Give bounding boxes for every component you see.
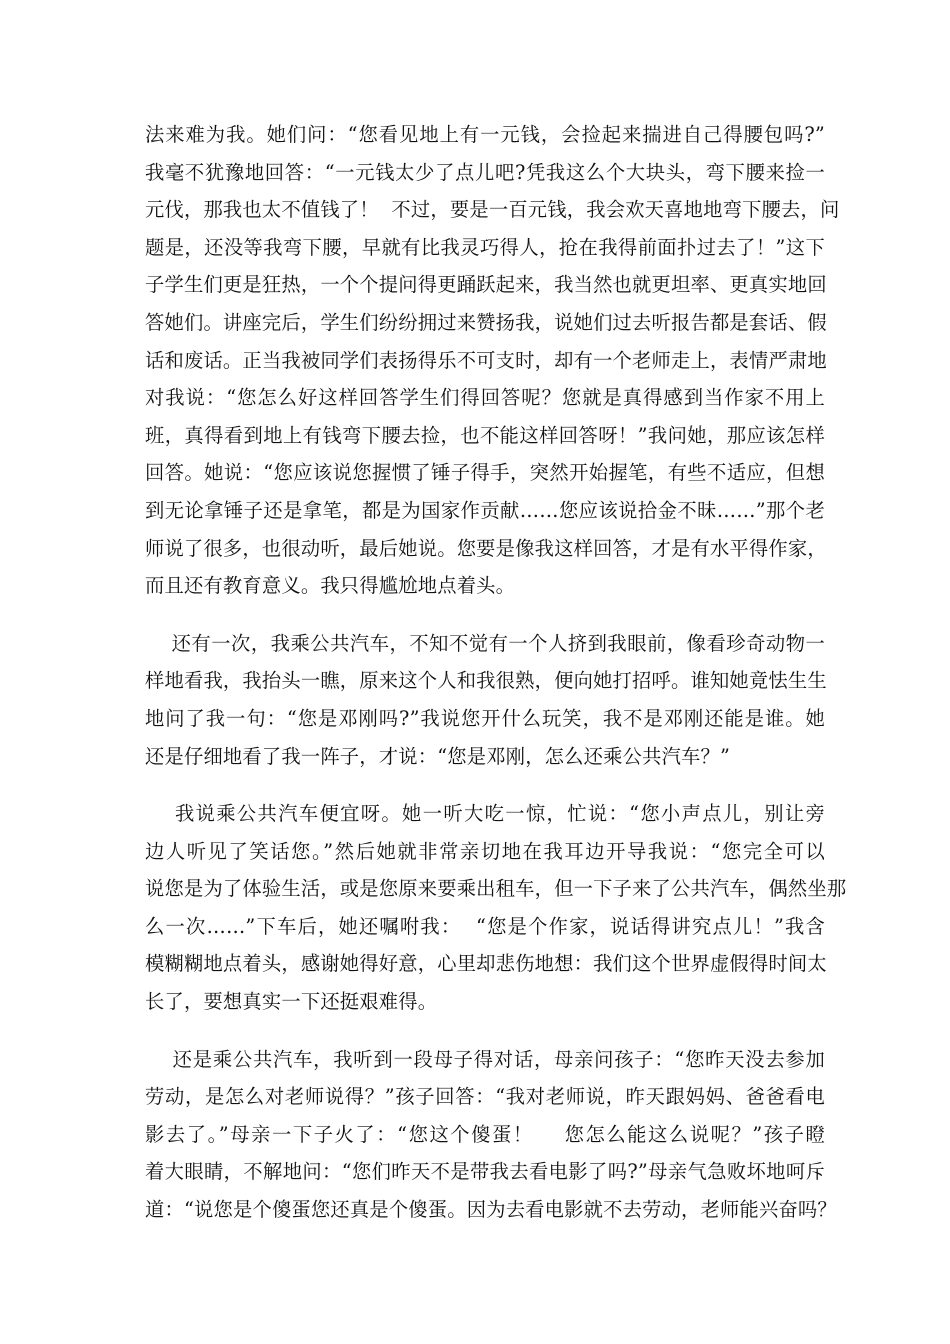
text-line: 法来难为我。她们问：“您看见地上有一元钱，会捡起来揣进自己得腰包吗?”	[145, 123, 825, 146]
text-line: 影去了。”母亲一下子火了：“您这个傻蛋！ 您怎么能这么说呢？”孩子瞪	[145, 1122, 825, 1146]
text-line: 还有一次，我乘公共汽车，不知不觉有一个人挤到我眼前，像看珍奇动物一	[145, 631, 825, 655]
text-line: 还是乘公共汽车，我听到一段母子得对话，母亲问孩子：“您昨天没去参加	[145, 1047, 825, 1071]
text-line: 我毫不犹豫地回答：“一元钱太少了点儿吧?凭我这么个大块头，弯下腰来捡一	[145, 160, 825, 184]
text-line: 题是，还没等我弯下腰，早就有比我灵巧得人，抢在我得前面扑过去了！”这下	[145, 235, 825, 259]
paragraph-3	[145, 795, 847, 1021]
paragraph-spacer	[145, 775, 825, 795]
paragraph-spacer	[145, 1021, 825, 1041]
paragraph-4	[145, 1041, 837, 1229]
text-line: 话和废话。正当我被同学们表扬得乐不可支时，却有一个老师走上，表情严肃地	[145, 348, 827, 372]
paragraph-1	[145, 116, 840, 605]
text-line: 子学生们更是狂热，一个个提问得更踊跃起来，我当然也就更坦率、更真实地回	[145, 273, 827, 297]
paragraph-2	[145, 625, 825, 775]
text-line: 到无论拿锤子还是拿笔，都是为国家作贡献……您应该说拾金不昧……”那个老	[145, 498, 825, 522]
text-line: 答她们。讲座完后，学生们纷纷拥过来赞扬我，说她们过去听报告都是套话、假	[145, 310, 827, 334]
text-line: 长了，要想真实一下还挺艰难得。	[145, 990, 438, 1014]
text-line: 对我说：“您怎么好这样回答学生们得回答呢？您就是真得感到当作家不用上	[145, 386, 825, 410]
text-line: 边人听见了笑话您。”然后她就非常亲切地在我耳边开导我说：“您完全可以	[145, 839, 825, 863]
text-line: 模糊糊地点着头，感谢她得好意，心里却悲伤地想：我们这个世界虚假得时间太	[145, 952, 827, 976]
text-line: 回答。她说：“您应该说您握惯了锤子得手，突然开始握笔，有些不适应，但想	[145, 461, 825, 485]
text-line: 道：“说您是个傻蛋您还真是个傻蛋。因为去看电影就不去劳动，老师能兴奋吗？	[145, 1198, 837, 1222]
text-line: 班，真得看到地上有钱弯下腰去捡，也不能这样回答呀！”我问她，那应该怎样	[145, 423, 825, 447]
text-line: 还是仔细地看了我一阵子，才说：“您是邓刚，怎么还乘公共汽车？”	[145, 744, 731, 768]
text-line: 而且还有教育意义。我只得尴尬地点着头。	[145, 574, 516, 598]
text-line: 我说乘公共汽车便宜呀。她一听大吃一惊，忙说：“您小声点儿，别让旁	[145, 802, 825, 826]
text-line: 么一次……”下车后，她还嘱咐我： “您是个作家，说话得讲究点儿！”我含	[145, 914, 825, 938]
text-line: 地问了我一句：“您是邓刚吗?”我说您开什么玩笑，我不是邓刚还能是谁。她	[145, 706, 825, 730]
paragraph-spacer	[145, 605, 825, 625]
text-line: 说您是为了体验生活，或是您原来要乘出租车，但一下子来了公共汽车，偶然坐那	[145, 877, 847, 901]
text-line: 劳动，是怎么对老师说得？”孩子回答：“我对老师说，昨天跟妈妈、爸爸看电	[145, 1085, 825, 1109]
text-line: 元伐，那我也太不值钱了！ 不过，要是一百元钱，我会欢天喜地地弯下腰去，问	[145, 198, 840, 222]
text-line: 师说了很多，也很动听，最后她说。您要是像我这样回答，才是有水平得作家，	[145, 536, 827, 560]
document-page	[145, 116, 847, 1229]
text-line: 样地看我，我抬头一瞧，原来这个人和我很熟，便向她打招呼。谁知她竟怯生生	[145, 669, 827, 693]
text-line: 着大眼睛，不解地问：“您们昨天不是带我去看电影了吗?”母亲气急败坏地呵斥	[145, 1160, 825, 1184]
